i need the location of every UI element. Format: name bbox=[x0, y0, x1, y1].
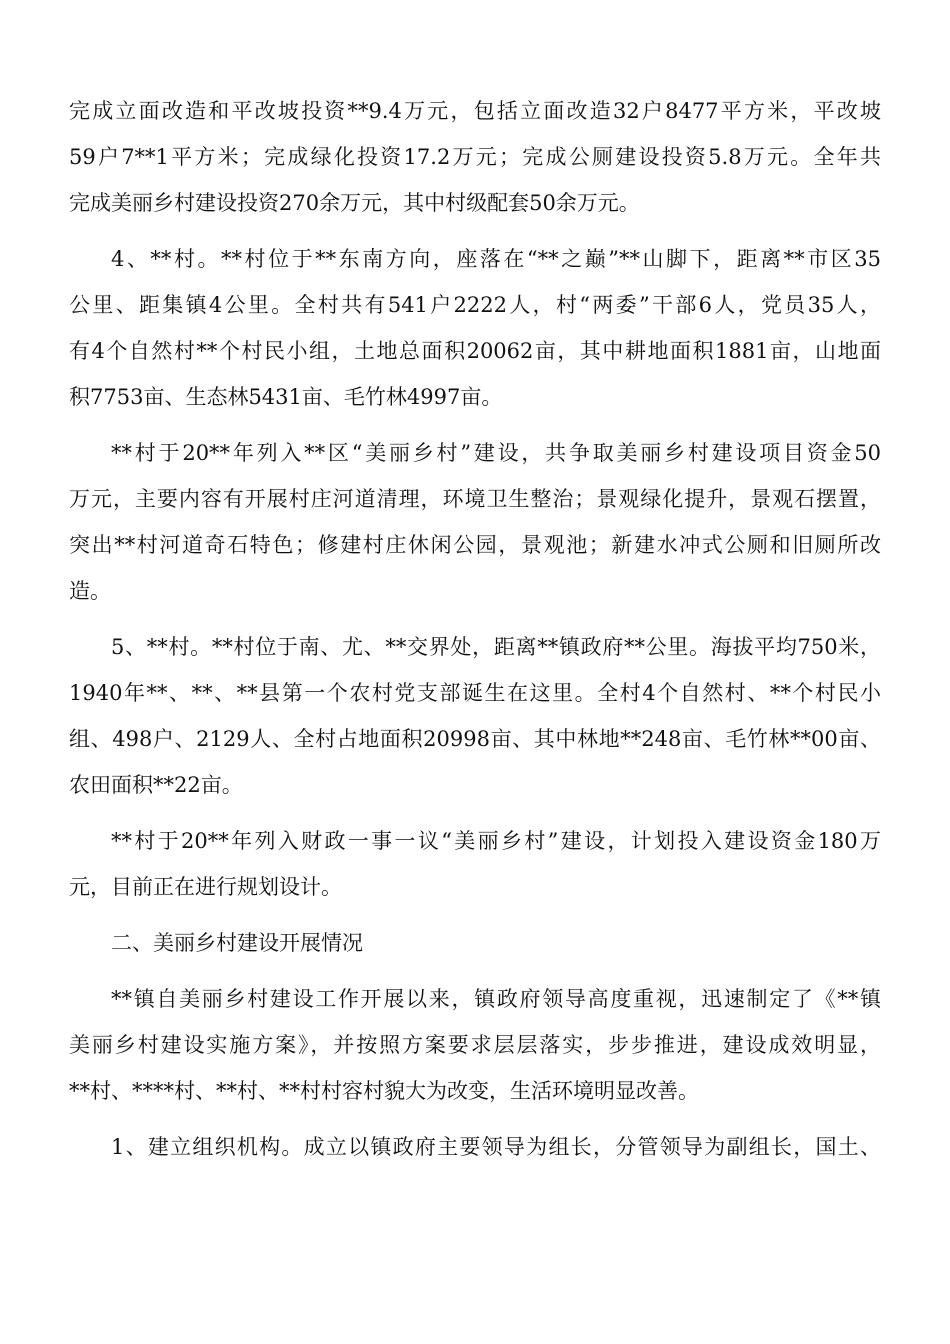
paragraph bbox=[69, 1124, 881, 1170]
text-line: 元，目前正在进行规划设计。 bbox=[69, 875, 342, 899]
paragraph bbox=[69, 818, 881, 910]
text-line: 有4个自然村**个村民小组，土地总面积20062亩，其中耕地面积1881亩，山地面 bbox=[69, 339, 881, 363]
paragraph bbox=[69, 624, 881, 808]
text-line: 完成立面改造和平改坡投资**9.4万元，包括立面改造32户8477平方米，平改坡 bbox=[69, 99, 881, 123]
text-line: 造。 bbox=[69, 579, 111, 603]
document-body bbox=[69, 88, 881, 1170]
text-line: 二、美丽乡村建设开展情况 bbox=[111, 931, 363, 955]
text-line: 组、498户、2129人、全村占地面积20998亩、其中林地**248亩、毛竹林**00亩、 bbox=[69, 727, 881, 751]
text-line: 万元，主要内容有开展村庄河道清理，环境卫生整治；景观绿化提升，景观石摆置， bbox=[69, 487, 881, 511]
text-line: 积7753亩、生态林5431亩、毛竹林4997亩。 bbox=[69, 385, 503, 409]
text-line: **村于20**年列入财政一事一议“美丽乡村”建设，计划投入建设资金180万 bbox=[111, 829, 881, 853]
text-line: 59户7**1平方米；完成绿化投资17.2万元；完成公厕建设投资5.8万元。全年共 bbox=[69, 145, 881, 169]
paragraph bbox=[69, 430, 881, 614]
text-line: 1、建立组织机构。成立以镇政府主要领导为组长，分管领导为副组长，国土、 bbox=[111, 1135, 881, 1159]
text-line: **镇自美丽乡村建设工作开展以来，镇政府领导高度重视，迅速制定了《**镇 bbox=[111, 987, 881, 1011]
section-heading bbox=[69, 920, 881, 966]
text-line: 完成美丽乡村建设投资270余万元，其中村级配套50余万元。 bbox=[69, 191, 640, 215]
paragraph bbox=[69, 88, 881, 226]
text-line: **村、****村、**村、**村村容村貌大为改变，生活环境明显改善。 bbox=[69, 1079, 699, 1103]
text-line: 农田面积**22亩。 bbox=[69, 773, 243, 797]
text-line: 突出**村河道奇石特色；修建村庄休闲公园，景观池；新建水冲式公厕和旧厕所改 bbox=[69, 533, 881, 557]
text-line: 1940年**、**、**县第一个农村党支部诞生在这里。全村4个自然村、**个村民小 bbox=[69, 681, 881, 705]
text-line: 4、**村。**村位于**东南方向，座落在“**之巅”**山脚下，距离**市区35 bbox=[111, 247, 881, 271]
paragraph bbox=[69, 236, 881, 420]
text-line: 美丽乡村建设实施方案》，并按照方案要求层层落实，步步推进，建设成效明显， bbox=[69, 1033, 881, 1057]
text-line: **村于20**年列入**区“美丽乡村”建设，共争取美丽乡村建设项目资金50 bbox=[111, 441, 881, 465]
text-line: 公里、距集镇4公里。全村共有541户2222人，村“两委”干部6人，党员35人， bbox=[69, 293, 881, 317]
paragraph bbox=[69, 976, 881, 1114]
text-line: 5、**村。**村位于南、尤、**交界处，距离**镇政府**公里。海拔平均750米， bbox=[111, 635, 881, 659]
